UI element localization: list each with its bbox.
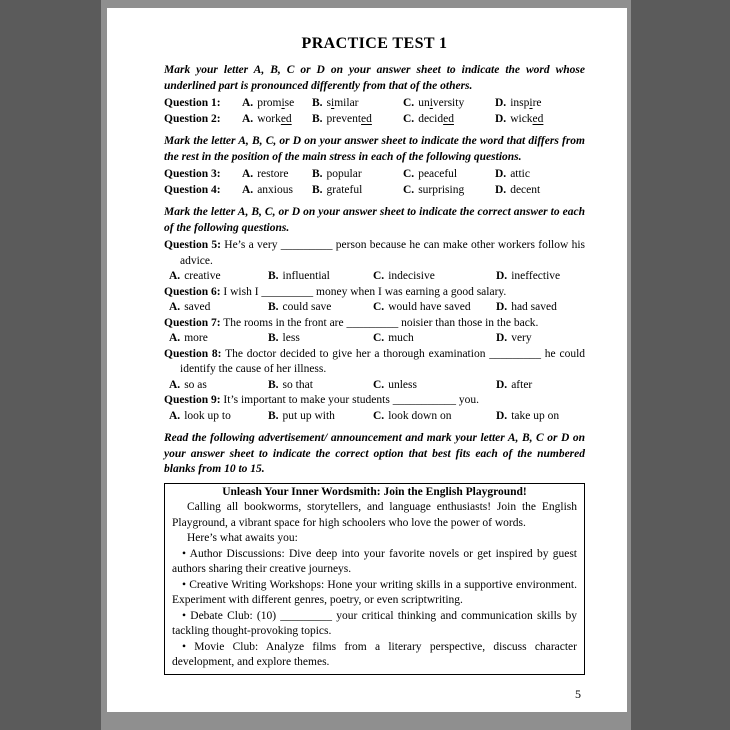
option-word: look up to xyxy=(184,409,231,422)
option-word: saved xyxy=(184,301,211,313)
underlined-part: i xyxy=(429,97,433,109)
ad-paragraph-1: Calling all bookworms, storytellers, and language enthusiasts! Join the English Playground, a vibrant space for high schoolers who love the power of words. xyxy=(172,501,577,529)
page-number: 5 xyxy=(575,686,581,701)
option-b xyxy=(268,300,373,316)
question-label: Question 1: xyxy=(164,97,221,109)
option-a xyxy=(242,167,312,183)
question-label: Question 2: xyxy=(164,112,221,125)
option-key: D. xyxy=(496,301,508,313)
options-row-9 xyxy=(169,409,585,425)
option-c xyxy=(403,167,495,183)
stem-text: He’s a very _________ person because he can make other workers follow his advice. xyxy=(180,239,586,267)
word-part: work xyxy=(257,112,281,125)
option-b xyxy=(312,96,403,112)
question-row-4 xyxy=(164,183,585,199)
option-word: decent xyxy=(510,183,541,196)
option-key: C. xyxy=(403,112,415,125)
option-word: popular xyxy=(326,168,362,180)
option-word: anxious xyxy=(257,183,293,196)
underlined-part: ed xyxy=(280,112,292,125)
option-word: so as xyxy=(184,378,207,391)
option-c xyxy=(373,331,496,347)
option-c xyxy=(373,409,496,425)
option-word: ineffective xyxy=(511,270,561,282)
option-d xyxy=(496,378,585,394)
option-d xyxy=(496,409,585,425)
option-word xyxy=(327,113,372,125)
option-key: C. xyxy=(373,378,385,391)
option-d xyxy=(495,183,585,199)
word-part: s xyxy=(326,97,332,109)
option-key: C. xyxy=(403,97,415,109)
option-word: grateful xyxy=(326,183,363,196)
option-key: B. xyxy=(312,112,323,125)
option-key: B. xyxy=(268,332,279,344)
option-key: D. xyxy=(495,97,507,109)
question-label: Question 5: xyxy=(164,239,221,251)
question-label: Question 7: xyxy=(164,316,221,329)
option-key: D. xyxy=(496,270,508,282)
advertisement-box xyxy=(164,483,585,675)
question-row-2 xyxy=(164,112,585,128)
question-label: Question 3: xyxy=(164,168,221,180)
option-d xyxy=(495,167,585,183)
question-stem-8 xyxy=(164,347,585,378)
question-row-3 xyxy=(164,167,585,183)
option-word xyxy=(257,97,294,109)
option-key: C. xyxy=(373,270,385,282)
option-word xyxy=(510,113,543,125)
option-a xyxy=(169,409,268,425)
underlined-part: ed xyxy=(532,112,544,125)
option-c xyxy=(403,112,495,128)
option-word: would have saved xyxy=(388,301,471,313)
pronunciation-instruction: Mark your letter A, B, C or D on your answer sheet to indicate the word whose underlined part is pronounced differently from that of the others. xyxy=(164,64,585,92)
option-a xyxy=(169,300,268,316)
option-word xyxy=(418,97,464,109)
page-title: PRACTICE TEST 1 xyxy=(301,35,448,52)
option-word: unless xyxy=(388,378,417,391)
option-word: peaceful xyxy=(418,168,458,180)
option-key: D. xyxy=(495,183,507,196)
option-key: D. xyxy=(496,409,508,422)
option-word: influential xyxy=(282,270,330,282)
option-word xyxy=(418,113,454,125)
option-key: C. xyxy=(403,183,415,196)
option-key: A. xyxy=(169,270,181,282)
word-part: un xyxy=(418,97,430,109)
stem-text: The doctor decided to give her a thorough examination _________ he could identify the cause of her illness. xyxy=(180,347,586,375)
option-key: B. xyxy=(312,97,323,109)
option-word: had saved xyxy=(511,301,557,313)
option-key: D. xyxy=(495,168,507,180)
option-key: C. xyxy=(403,168,415,180)
option-key: A. xyxy=(242,112,254,125)
option-key: A. xyxy=(169,332,181,344)
option-a xyxy=(169,331,268,347)
option-a xyxy=(242,183,312,199)
option-b xyxy=(312,167,403,183)
underlined-part: i xyxy=(281,97,285,109)
option-key: A. xyxy=(169,301,181,313)
option-word: much xyxy=(388,332,414,344)
option-c xyxy=(373,378,496,394)
option-d xyxy=(496,269,585,285)
options-row-6 xyxy=(169,300,585,316)
word-part: decid xyxy=(418,112,444,125)
ad-bullet-1: • Author Discussions: Dive deep into your favorite novels or get inspired by guest authors sharing their creative journeys. xyxy=(172,547,577,575)
word-part: se xyxy=(284,97,295,109)
options-row-5 xyxy=(169,269,585,285)
option-key: C. xyxy=(373,301,385,313)
option-key: B. xyxy=(312,183,323,196)
stem-text: The rooms in the front are _________ noisier than those in the back. xyxy=(223,316,539,329)
option-word: look down on xyxy=(388,409,452,422)
option-word xyxy=(510,97,541,109)
option-a xyxy=(169,269,268,285)
option-b xyxy=(312,183,403,199)
option-key: D. xyxy=(495,112,507,125)
document-page xyxy=(107,8,627,712)
underlined-part: ed xyxy=(361,112,372,125)
option-b xyxy=(268,409,373,425)
option-word: after xyxy=(511,378,533,391)
option-a xyxy=(242,112,312,128)
option-word: attic xyxy=(510,168,530,180)
option-b xyxy=(268,378,373,394)
option-key: B. xyxy=(268,409,279,422)
option-word: so that xyxy=(282,378,313,391)
option-word: creative xyxy=(184,270,221,282)
question-label: Question 6: xyxy=(164,285,221,298)
ad-bullet-2: • Creative Writing Workshops: Hone your writing skills in a supportive environment. Experiment with different genres, poetry, or even scriptwriting. xyxy=(172,578,577,606)
question-stem-6 xyxy=(164,285,585,301)
option-word: restore xyxy=(257,168,289,180)
option-key: D. xyxy=(496,332,508,344)
ad-title: Unleash Your Inner Wordsmith: Join the English Playground! xyxy=(222,485,527,498)
option-key: C. xyxy=(373,332,385,344)
option-c xyxy=(403,183,495,199)
option-c xyxy=(373,300,496,316)
underlined-part: i xyxy=(331,97,335,109)
option-word xyxy=(327,97,359,109)
option-a xyxy=(169,378,268,394)
word-part: prevent xyxy=(326,112,362,125)
option-key: A. xyxy=(242,183,254,196)
option-key: B. xyxy=(268,301,279,313)
underlined-part: i xyxy=(529,97,533,109)
stem-text: I wish I _________ money when I was earning a good salary. xyxy=(223,285,507,298)
viewer-background-left xyxy=(0,0,101,730)
option-word: take up on xyxy=(511,409,560,422)
option-word: very xyxy=(511,332,532,344)
word-part: prom xyxy=(257,97,282,109)
option-word: could save xyxy=(282,301,332,313)
question-stem-5 xyxy=(164,238,585,269)
ad-bullet-4: • Movie Club: Analyze films from a literary perspective, discuss character development, and explore themes. xyxy=(172,640,577,668)
options-row-8 xyxy=(169,378,585,394)
option-key: B. xyxy=(268,270,279,282)
option-word: more xyxy=(184,332,208,344)
option-b xyxy=(268,331,373,347)
option-c xyxy=(373,269,496,285)
option-d xyxy=(495,112,585,128)
ad-paragraph-2: Here’s what awaits you: xyxy=(187,532,298,544)
option-key: A. xyxy=(169,409,181,422)
option-d xyxy=(496,331,585,347)
options-row-7 xyxy=(169,331,585,347)
stem-text: It’s important to make your students ___________ you. xyxy=(223,394,479,406)
question-stem-7 xyxy=(164,316,585,332)
option-b xyxy=(268,269,373,285)
option-word: indecisive xyxy=(388,270,435,282)
option-b xyxy=(312,112,403,128)
option-c xyxy=(403,96,495,112)
option-key: C. xyxy=(373,409,385,422)
word-part: versity xyxy=(432,97,465,109)
option-word: put up with xyxy=(282,409,335,422)
option-key: A. xyxy=(169,378,181,391)
option-key: A. xyxy=(242,168,254,180)
option-a xyxy=(242,96,312,112)
question-label: Question 9: xyxy=(164,394,221,406)
underlined-part: ed xyxy=(443,112,454,125)
option-d xyxy=(495,96,585,112)
stress-instruction: Mark the letter A, B, C, or D on your answer sheet to indicate the word that differs from the rest in the position of the main stress in each of the following questions. xyxy=(164,135,585,163)
question-stem-9 xyxy=(164,393,585,409)
option-word: surprising xyxy=(418,183,465,196)
word-part: milar xyxy=(334,97,359,109)
option-key: B. xyxy=(268,378,279,391)
question-row-1 xyxy=(164,96,585,112)
ad-bullet-3: • Debate Club: (10) _________ your critical thinking and communication skills by tackling thought-provoking topics. xyxy=(172,609,577,637)
option-d xyxy=(496,300,585,316)
option-key: D. xyxy=(496,378,508,391)
viewer-background-right xyxy=(631,0,730,730)
question-label: Question 4: xyxy=(164,183,221,196)
option-key: A. xyxy=(242,97,254,109)
word-part: re xyxy=(532,97,542,109)
option-word: less xyxy=(282,332,300,344)
option-key: B. xyxy=(312,168,323,180)
option-word xyxy=(257,113,292,125)
question-label: Question 8: xyxy=(164,347,222,360)
word-part: insp xyxy=(510,97,530,109)
reading-instruction: Read the following advertisement/ announcement and mark your letter A, B, C or D on your answer sheet to indicate the correct option that best fits each of the numbered blanks from 10 to 15. xyxy=(164,432,585,475)
mcq-instruction: Mark the letter A, B, C, or D on your answer sheet to indicate the correct answer to each of the following questions. xyxy=(164,206,585,234)
word-part: wick xyxy=(510,112,533,125)
